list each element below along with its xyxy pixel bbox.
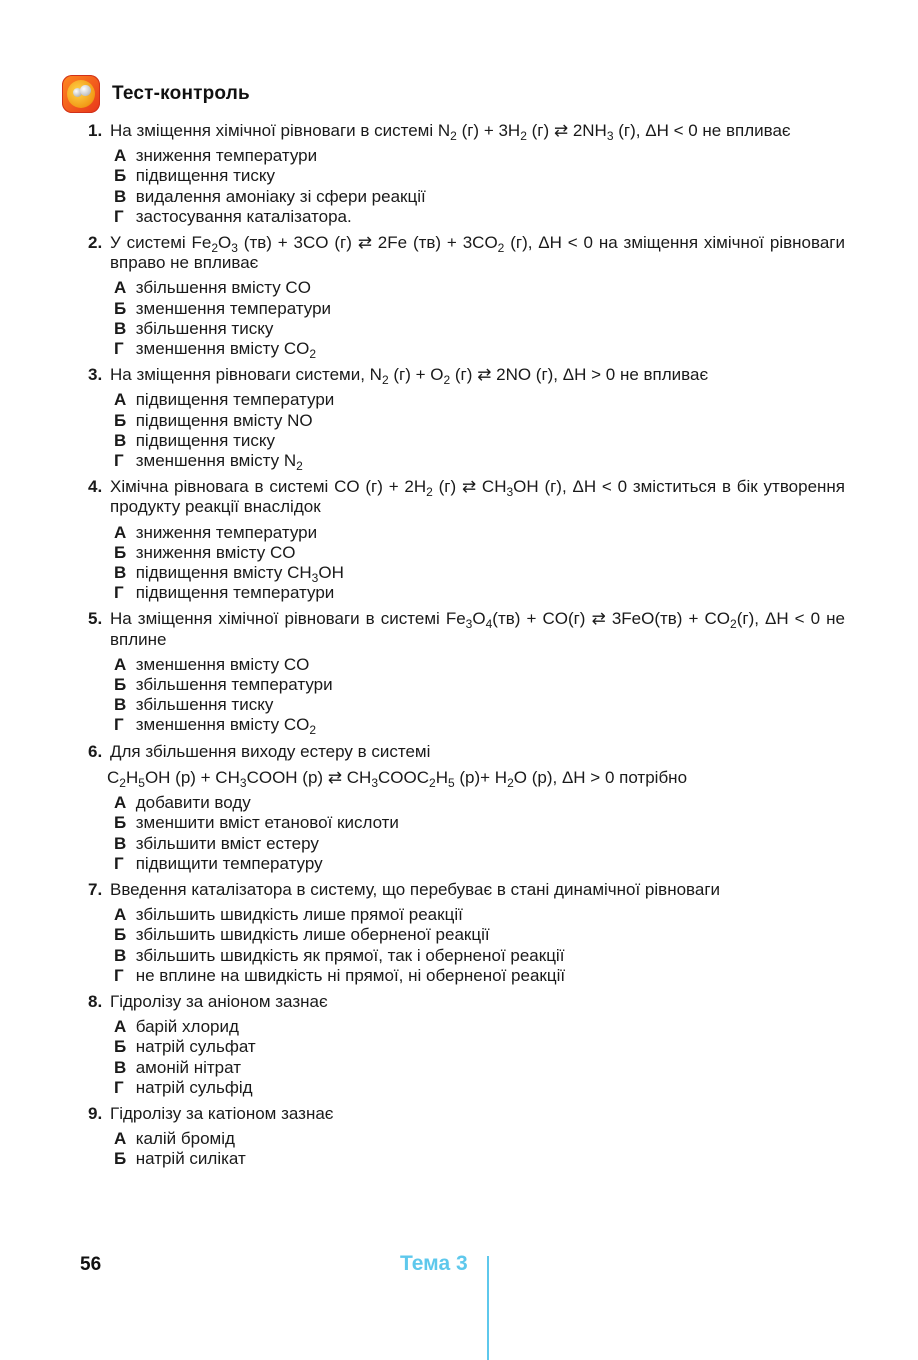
option-letter: Б [114,675,127,695]
option-text: зниження вмісту CO [131,542,296,562]
answer-options [88,905,845,986]
question-2 [88,233,845,362]
answer-option [114,319,845,339]
answer-option [114,339,845,362]
option-text: видалення амоніаку зі сфери реакції [131,186,426,206]
question-text: На зміщення хімічної рівноваги в системі $N_2$ $(г) + 3H_2$ (г) ⇄ $2NH_3$ (г), ΔH < 0 не впливає [110,121,791,143]
question-number: 9. [88,1103,103,1123]
answer-options [88,523,845,604]
option-text: зменшення вмісту $N_2$ [131,451,303,474]
option-letter: А [114,1129,127,1149]
option-letter: Б [114,542,127,562]
option-text: підвищення температури [131,583,335,603]
option-text: зниження температури [131,522,318,542]
answer-option [114,299,845,319]
option-letter: В [114,430,127,450]
option-text: збільшить швидкість лише прямої реакції [131,905,463,925]
option-text: зменшення вмісту $CO_2$ [131,715,317,738]
option-text: зменшення вмісту CO [131,654,310,674]
option-letter: Б [114,166,127,186]
section-title: Тест-контроль [112,83,250,104]
option-letter: Г [114,451,124,471]
option-letter: Б [114,1149,127,1169]
answer-option [114,523,845,543]
option-letter: А [114,654,127,674]
answer-option [114,695,845,715]
question-text: Хімічна рівновага в системі CO $(г) + 2H_2$ (г) ⇄ $CH_3OH$ (г), ΔH < 0 зміститься в бік утворення продукту реакції внаслідок [110,477,845,517]
atom-logo-icon [62,75,100,113]
answer-option [114,715,845,738]
answer-option [114,655,845,675]
option-text: збільшення вмісту CO [131,278,311,298]
answer-option [114,966,845,986]
option-text: зниження температури [131,146,318,166]
question-number: 7. [88,879,103,899]
option-letter: Б [114,298,127,318]
answer-options [88,655,845,736]
answer-options [88,390,845,474]
option-letter: Г [114,583,124,603]
option-letter: А [114,905,127,925]
question-list [88,121,845,1176]
option-text: підвищення температури [131,390,335,410]
option-letter: В [114,186,127,206]
option-text: амоній нітрат [131,1057,241,1077]
question-9 [88,1104,845,1170]
question-number: 3. [88,365,103,385]
question-text: На зміщення рівноваги системи, $N_2$ $(г) + O_2$ (г) ⇄ 2NO (г), ΔH > 0 не впливає [110,365,709,388]
answer-option [114,1037,845,1057]
option-text: не вплине на швидкість ні прямої, ні оберненої реакції [131,965,566,985]
option-letter: В [114,833,127,853]
answer-option [114,166,845,186]
answer-options [88,1017,845,1098]
option-text: збільшення тиску [131,695,274,715]
question-number: 8. [88,991,103,1011]
question-text: Введення каталізатора в систему, що перебуває в стані динамічної рівноваги [110,879,721,899]
answer-option [114,1149,845,1169]
option-text: зменшити вміст етанової кислоти [131,813,399,833]
answer-option [114,1017,845,1037]
answer-option [114,146,845,166]
answer-option [114,905,845,925]
theme-label: Тема 3 [400,1252,468,1275]
option-letter: В [114,945,127,965]
question-text: Для збільшення виходу естеру в системі [110,741,431,761]
answer-option [114,946,845,966]
option-text: зменшення температури [131,298,332,318]
option-letter: А [114,522,127,542]
option-text: підвищення вмісту NO [131,410,313,430]
option-text: збільшить швидкість як прямої, так і оберненої реакції [131,945,565,965]
option-text: натрій сульфід [131,1077,253,1097]
question-text: Гідролізу за аніоном зазнає [110,991,328,1011]
option-letter: В [114,1057,127,1077]
option-letter: В [114,563,127,583]
answer-option [114,278,845,298]
option-letter: А [114,390,127,410]
answer-option [114,543,845,563]
question-number: 1. [88,121,103,140]
option-text: натрій силікат [131,1149,246,1169]
option-letter: Б [114,813,127,833]
option-text: збільшення температури [131,675,333,695]
option-letter: В [114,318,127,338]
answer-option [114,1058,845,1078]
option-letter: Г [114,715,124,735]
question-4 [88,477,845,603]
answer-option [114,390,845,410]
option-text: збільшити вміст естеру [131,833,319,853]
option-text: підвищення тиску [131,430,276,450]
answer-option [114,793,845,813]
option-text: зменшення вмісту $CO_2$ [131,339,317,362]
answer-option [114,431,845,451]
option-letter: Г [114,965,124,985]
question-text: У системі $Fe_2O_3$ (тв) + 3CO (г) ⇄ 2Fe $(тв) + 3CO_2$ (г), ΔH < 0 на зміщення хімічної рівноваги вправо не впливає [110,233,845,273]
option-text: підвищити температуру [131,853,323,873]
option-letter: А [114,278,127,298]
option-text: застосування каталізатора. [131,206,352,226]
option-letter: Б [114,1037,127,1057]
footer-divider [487,1256,489,1360]
answer-options [88,793,845,874]
option-text: підвищення вмісту $CH_3OH$ [131,563,344,586]
option-letter: Г [114,206,124,226]
option-letter: В [114,695,127,715]
answer-option [114,563,845,586]
option-letter: А [114,146,127,166]
option-letter: Б [114,410,127,430]
option-letter: Б [114,925,127,945]
question-7 [88,880,845,986]
question-8 [88,992,845,1098]
answer-option [114,834,845,854]
answer-options [88,278,845,362]
question-formula: $C_2H_5OH$ $(р) + CH_3COOH$ (р) ⇄ $CH_3COOC_2H_5$ $(р)+ H_2O$ (р), ΔH > 0 потрібно [107,767,688,790]
answer-option [114,411,845,431]
option-text: добавити воду [131,793,251,813]
answer-option [114,1078,845,1098]
answer-option [114,675,845,695]
option-text: збільшення тиску [131,318,274,338]
option-letter: Г [114,853,124,873]
option-text: підвищення тиску [131,166,276,186]
answer-option [114,1129,845,1149]
option-text: збільшить швидкість лише оберненої реакції [131,925,490,945]
page-number: 56 [80,1254,102,1275]
option-letter: Г [114,1077,124,1097]
question-text: Гідролізу за катіоном зазнає [110,1103,334,1123]
question-1 [88,121,845,227]
answer-options [88,146,845,227]
answer-option [114,854,845,874]
option-text: барій хлорид [131,1017,239,1037]
answer-option [114,187,845,207]
option-text: натрій сульфат [131,1037,256,1057]
question-5 [88,609,846,738]
option-text: калій бромід [131,1129,235,1149]
answer-option [114,207,845,227]
answer-option [114,925,845,945]
question-6 [88,742,845,874]
answer-option [114,451,845,474]
answer-option [114,813,845,833]
answer-options [88,1129,845,1169]
question-number: 2. [88,233,103,253]
option-letter: А [114,1017,127,1037]
question-text: На зміщення хімічної рівноваги в системі $Fe_3O_4(тв) + CO(г)$ ⇄ $3FeO(тв) + CO_2(г)$, ΔH < 0 не вплине [110,609,846,649]
answer-option [114,583,845,603]
section-header [62,74,250,114]
question-number: 6. [88,741,103,761]
question-3 [88,365,845,474]
option-letter: Г [114,339,124,359]
option-letter: А [114,793,127,813]
question-number: 5. [88,609,103,629]
question-number: 4. [88,477,103,497]
